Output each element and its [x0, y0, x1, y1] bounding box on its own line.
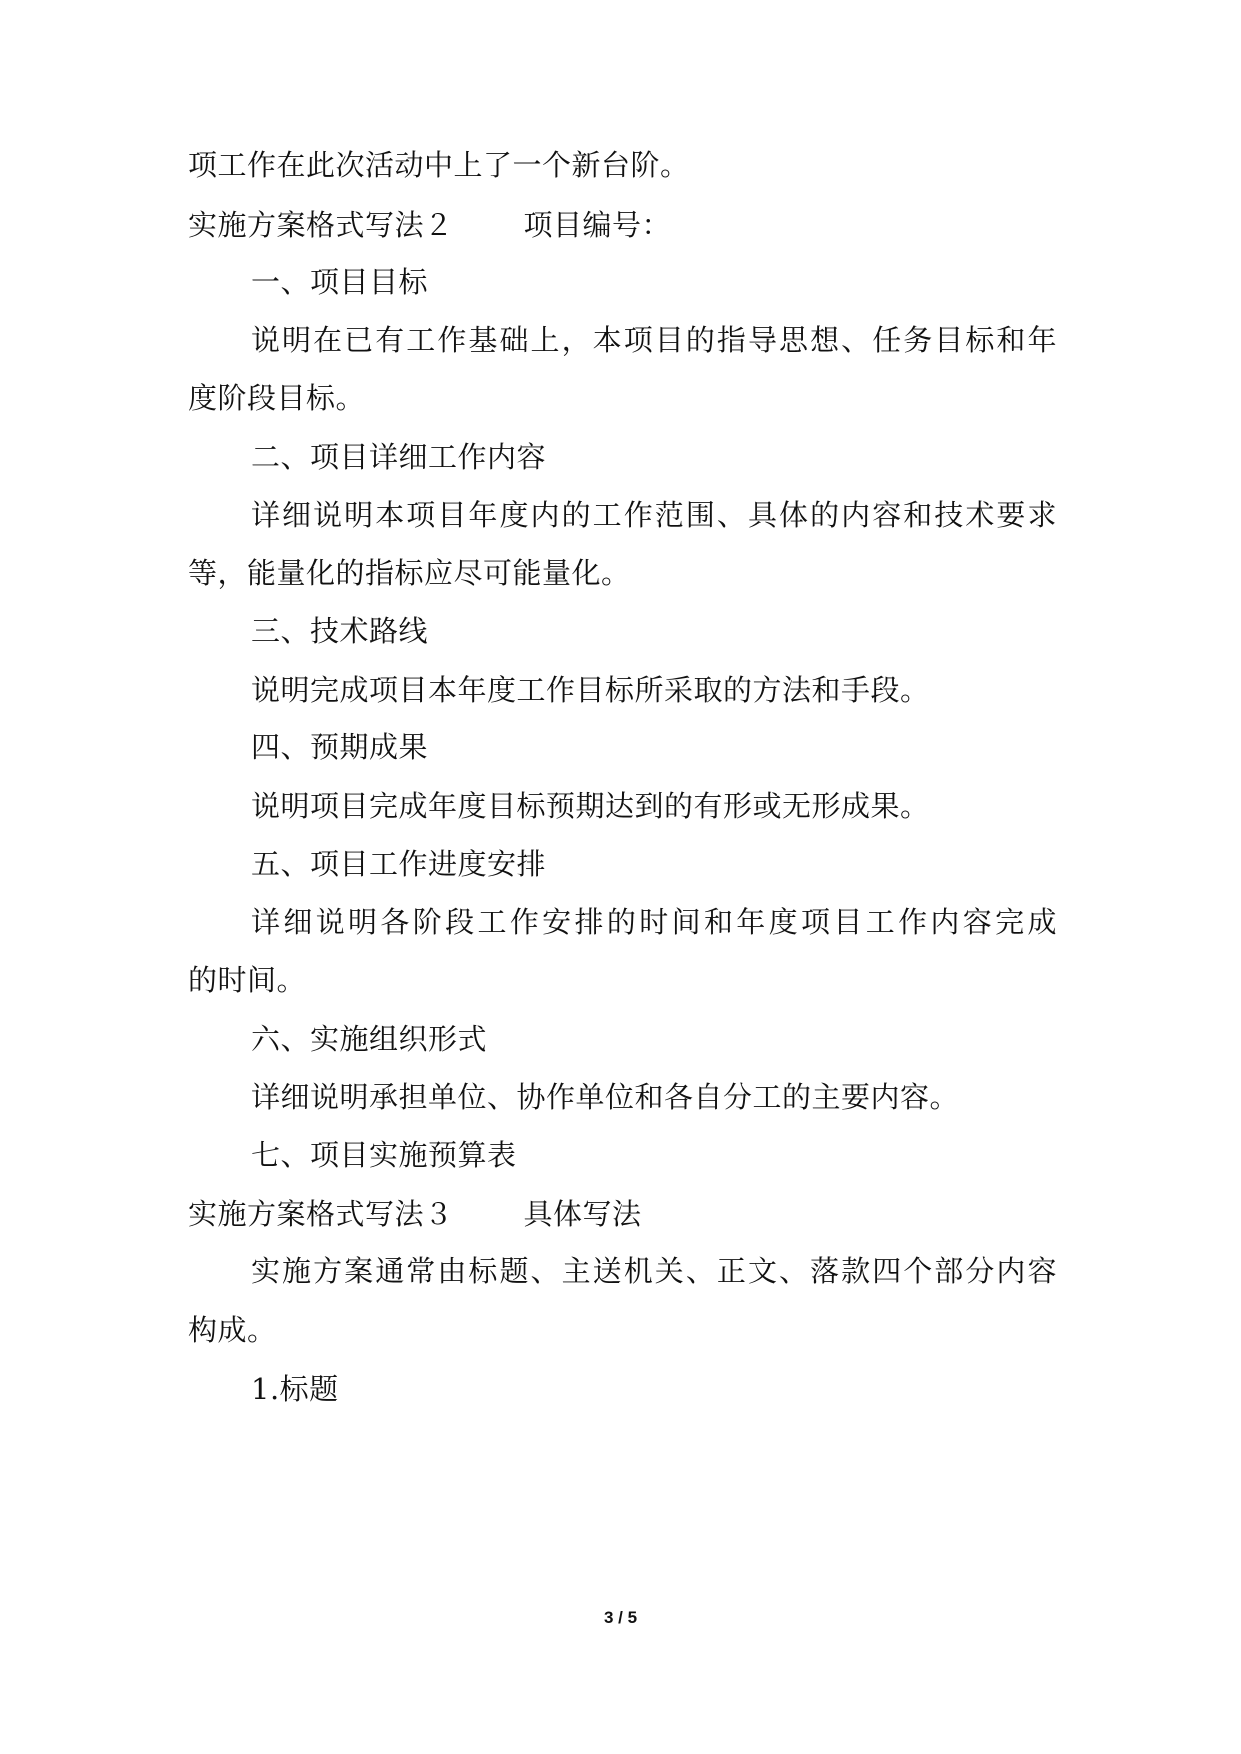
page-number: 3 / 5 [603, 1608, 638, 1627]
section-heading-subtitle: 具体写法 [523, 1197, 642, 1231]
paragraph-line: 说明在已有工作基础上，本项目的指导思想、任务目标和年 [251, 323, 1057, 357]
paragraph-line: 等，能量化的指标应尽可能量化。 [188, 556, 631, 590]
item-heading: 七、项目实施预算表 [251, 1138, 517, 1172]
item-heading: 二、项目详细工作内容 [251, 440, 547, 474]
paragraph-line: 的时间。 [188, 963, 307, 997]
paragraph-line: 构成。 [188, 1313, 277, 1347]
paragraph-line: 说明完成项目本年度工作目标所采取的方法和手段。 [251, 673, 930, 707]
item-heading: 六、实施组织形式 [251, 1022, 488, 1056]
section-heading-3 [188, 1194, 642, 1234]
item-heading: 三、技术路线 [251, 614, 429, 648]
section-heading-subtitle: 项目编号： [523, 208, 672, 242]
section-heading-2 [188, 205, 671, 245]
paragraph-line: 项工作在此次活动中上了一个新台阶。 [188, 148, 690, 182]
item-heading: 一、项目目标 [251, 265, 429, 299]
section-heading-title: 实施方案格式写法３ [188, 1197, 454, 1231]
item-heading: 五、项目工作进度安排 [251, 847, 547, 881]
item-heading: 1.标题 [251, 1372, 339, 1406]
item-heading: 四、预期成果 [251, 730, 429, 764]
paragraph-line: 详细说明各阶段工作安排的时间和年度项目工作内容完成 [251, 905, 1057, 939]
paragraph-line: 详细说明本项目年度内的工作范围、具体的内容和技术要求 [251, 498, 1057, 532]
paragraph-line: 说明项目完成年度目标预期达到的有形或无形成果。 [251, 789, 930, 823]
paragraph-line: 实施方案通常由标题、主送机关、正文、落款四个部分内容 [251, 1254, 1057, 1288]
paragraph-line: 详细说明承担单位、协作单位和各自分工的主要内容。 [251, 1080, 960, 1114]
section-heading-title: 实施方案格式写法２ [188, 208, 454, 242]
paragraph-line: 度阶段目标。 [188, 381, 366, 415]
